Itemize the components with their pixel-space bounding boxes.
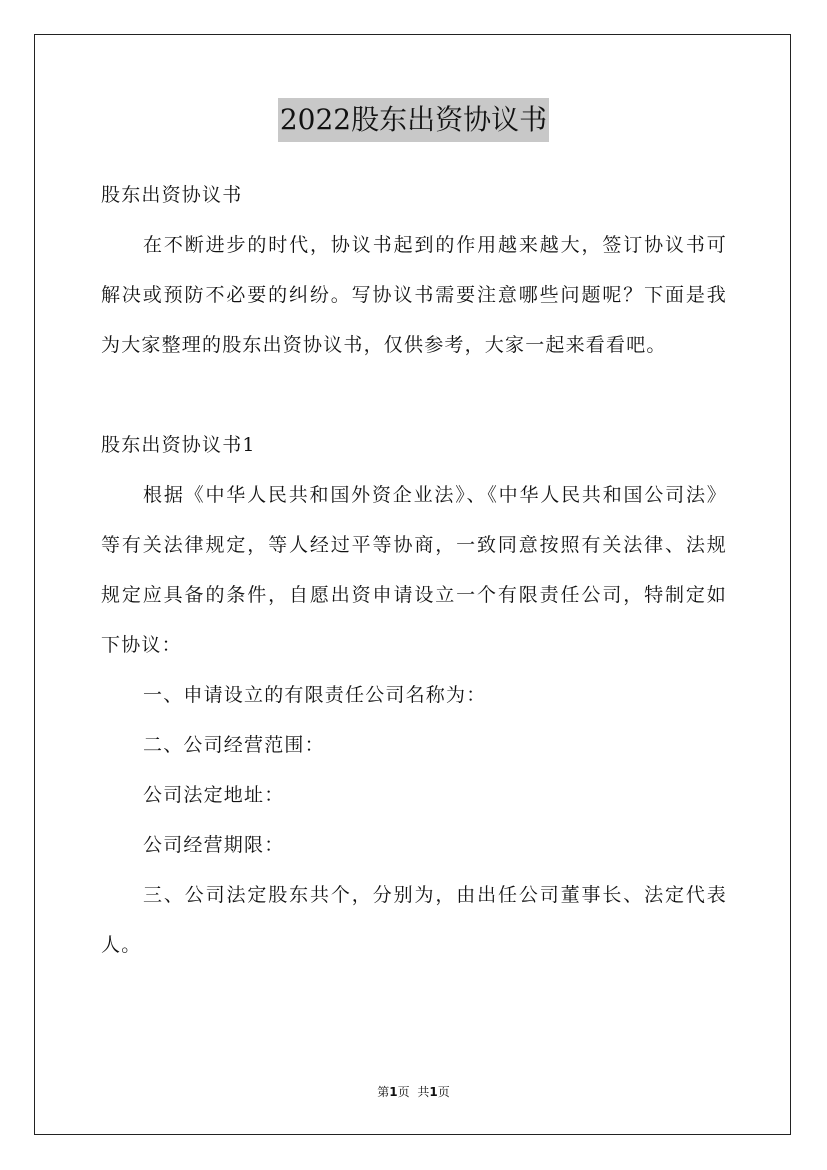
paragraph-term: 公司经营期限： [143, 834, 285, 856]
paragraph-heading: 股东出资协议书 [101, 184, 243, 206]
paragraph-address: 公司法定地址： [143, 784, 285, 806]
blank-line [101, 370, 727, 420]
footer-page-number: 1 [389, 1085, 398, 1099]
paragraph-clause-1: 一、申请设立的有限责任公司名称为： [143, 684, 487, 706]
footer-page-suffix: 页 [397, 1085, 410, 1099]
document-title: 2022股东出资协议书 [278, 98, 549, 142]
paragraph-intro: 在不断进步的时代，协议书起到的作用越来越大，签订协议书可解决或预防不必要的纠纷。写协议书需要注意哪些问题呢？下面是我为大家整理的股东出资协议书，仅供参考，大家一起来看看吧。 [101, 234, 727, 356]
page-footer [0, 1083, 827, 1101]
document-body [101, 170, 727, 970]
paragraph-section-heading: 股东出资协议书1 [101, 434, 256, 456]
footer-total-prefix: 共 [417, 1085, 430, 1099]
paragraph-clause-2: 二、公司经营范围： [143, 734, 325, 756]
paragraph-preamble: 根据《中华人民共和国外资企业法》、《中华人民共和国公司法》等有关法律规定，等人经过平等协商，一致同意按照有关法律、法规规定应具备的条件，自愿出资申请设立一个有限责任公司，特制定如下协议： [101, 484, 727, 656]
paragraph-clause-3: 三、公司法定股东共个，分别为，由出任公司董事长、法定代表人。 [101, 884, 727, 956]
footer-total-suffix: 页 [437, 1085, 450, 1099]
footer-total-pages: 1 [429, 1085, 438, 1099]
footer-page-prefix: 第 [377, 1085, 390, 1099]
title-container [0, 98, 827, 142]
